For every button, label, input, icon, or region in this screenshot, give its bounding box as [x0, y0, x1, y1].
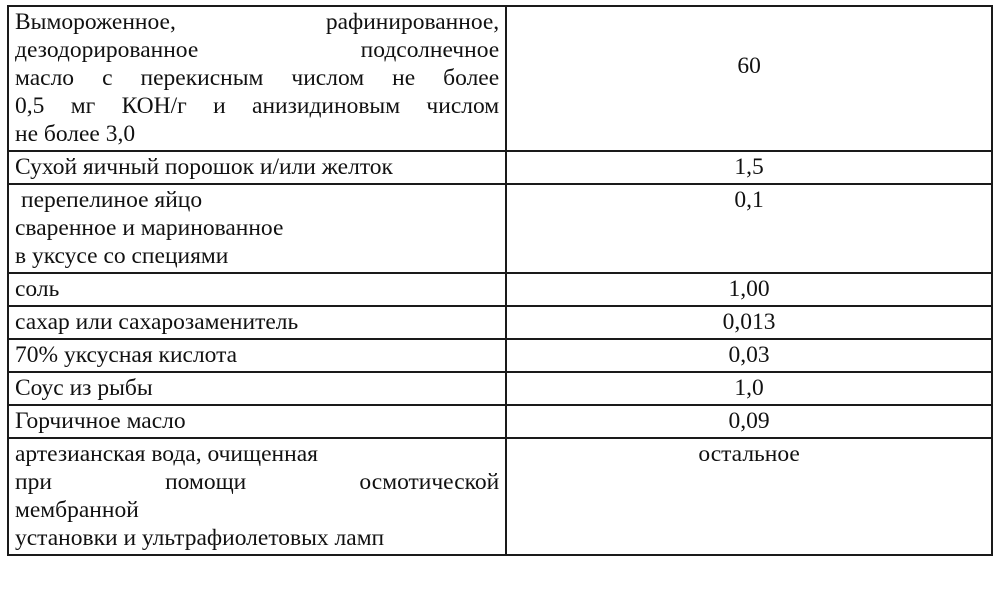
ingredient-value: 0,1	[734, 187, 764, 213]
ingredient-value: 1,0	[734, 375, 764, 401]
ingredient-value: 1,00	[728, 276, 770, 302]
ingredient-name-line: 0,5 мг КОН/г и анизидиновым числом	[15, 93, 500, 119]
ingredient-value: 1,5	[734, 154, 764, 180]
ingredient-name-cell	[8, 339, 506, 372]
table-row	[8, 151, 992, 184]
ingredient-value-cell	[506, 438, 992, 555]
ingredient-value-cell	[506, 372, 992, 405]
ingredient-value-cell	[506, 405, 992, 438]
table-row	[8, 184, 992, 273]
ingredient-value-cell	[506, 151, 992, 184]
ingredient-name-line: Соус из рыбы	[15, 375, 153, 401]
table-row	[8, 339, 992, 372]
ingredient-name-line: сваренное и маринованное	[15, 215, 284, 241]
table-row	[8, 6, 992, 151]
table-row	[8, 405, 992, 438]
ingredient-name-cell	[8, 306, 506, 339]
ingredient-name-cell	[8, 6, 506, 151]
ingredient-name-line: соль	[15, 276, 60, 302]
table-row	[8, 372, 992, 405]
ingredient-name-line: дезодорированное подсолнечное	[15, 37, 500, 63]
ingredient-name-line: Горчичное масло	[15, 408, 186, 434]
ingredient-name-cell	[8, 273, 506, 306]
ingredient-name-line: в уксусе со специями	[15, 243, 229, 269]
ingredient-value: 0,013	[722, 309, 776, 335]
ingredient-name-cell	[8, 405, 506, 438]
ingredient-name-line: перепелиное яйцо	[21, 187, 203, 213]
ingredient-value: 60	[737, 53, 761, 79]
ingredient-value: 0,09	[728, 408, 770, 434]
ingredient-name-line: Сухой яичный порошок и/или желток	[15, 154, 393, 180]
ingredient-name-line: не более 3,0	[15, 121, 136, 147]
ingredient-name-cell	[8, 438, 506, 555]
table-row	[8, 438, 992, 555]
ingredient-name-cell	[8, 372, 506, 405]
ingredient-name-line: мембранной	[15, 497, 139, 523]
ingredient-value: остальное	[698, 441, 800, 467]
ingredient-value-cell	[506, 184, 992, 273]
ingredients-table	[7, 5, 993, 556]
ingredient-name-cell	[8, 184, 506, 273]
ingredient-name-line: 70% уксусная кислота	[15, 342, 238, 368]
ingredient-name-line: Вымороженное, рафинированное,	[15, 9, 500, 35]
ingredient-name-line: при помощи осмотической	[15, 469, 500, 495]
ingredient-name-cell	[8, 151, 506, 184]
ingredient-name-line: масло с перекисным числом не более	[15, 65, 500, 91]
ingredient-name-line: установки и ультрафиолетовых ламп	[15, 525, 385, 551]
ingredient-value-cell	[506, 306, 992, 339]
table-row	[8, 273, 992, 306]
ingredient-value-cell	[506, 273, 992, 306]
ingredient-value-cell	[506, 339, 992, 372]
ingredient-name-line: артезианская вода, очищенная	[15, 441, 318, 467]
ingredient-value-cell	[506, 6, 992, 151]
table-row	[8, 306, 992, 339]
ingredient-value: 0,03	[728, 342, 770, 368]
ingredient-name-line: сахар или сахарозаменитель	[15, 309, 299, 335]
